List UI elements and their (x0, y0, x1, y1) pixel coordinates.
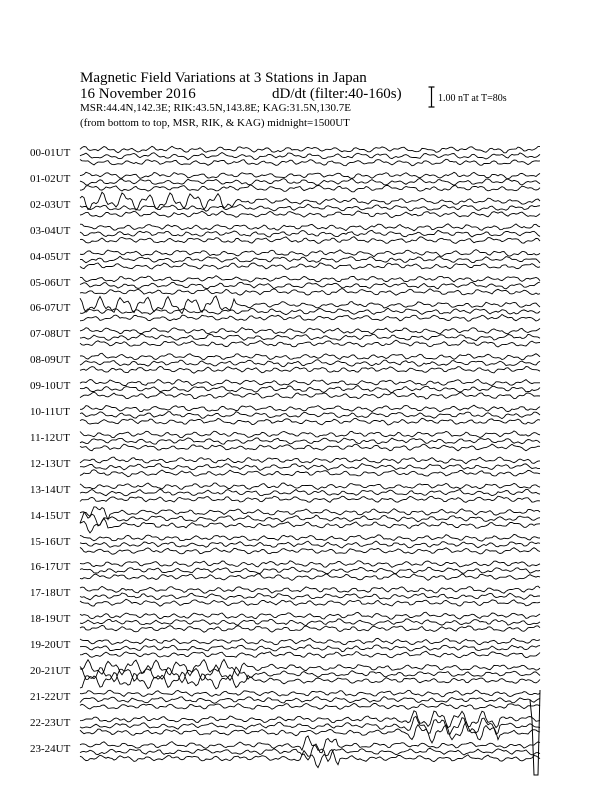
trace-rik (80, 464, 540, 471)
trace-msr (80, 211, 540, 218)
trace-kag (80, 296, 540, 314)
trace-kag (80, 276, 540, 282)
hour-label: 23-24UT (30, 742, 71, 755)
trace-kag (80, 172, 540, 179)
trace-msr (80, 574, 540, 581)
trace-kag (80, 192, 540, 210)
hour-label: 02-03UT (30, 198, 71, 211)
trace-kag (80, 379, 540, 385)
trace-kag (80, 405, 540, 411)
trace-rik (80, 593, 540, 600)
hour-label: 19-20UT (30, 639, 71, 652)
trace-kag (80, 612, 540, 619)
station-order-note: (from bottom to top, MSR, RIK, & KAG) midnight=1500UT (80, 117, 350, 129)
chart-title: Magnetic Field Variations at 3 Stations in Japan (80, 70, 367, 86)
trace-rik (80, 360, 540, 367)
hour-label: 18-19UT (30, 613, 71, 626)
hour-label: 15-16UT (30, 535, 71, 548)
hour-label: 01-02UT (30, 172, 71, 185)
trace-rik (80, 567, 540, 574)
trace-rik (80, 412, 540, 419)
trace-msr (80, 496, 540, 502)
trace-rik (80, 745, 540, 762)
trace-kag (80, 736, 540, 753)
trace-rik (80, 230, 540, 237)
trace-kag (80, 353, 540, 360)
trace-rik (80, 308, 540, 314)
trace-rik (80, 697, 540, 704)
trace-kag (80, 659, 540, 675)
hour-label: 06-07UT (30, 302, 71, 315)
trace-rik (80, 334, 540, 341)
hour-label: 14-15UT (30, 509, 71, 522)
hour-label: 09-10UT (30, 380, 71, 393)
hour-label: 10-11UT (30, 406, 70, 418)
trace-msr (80, 237, 540, 244)
trace-kag (80, 457, 540, 464)
trace-msr (80, 263, 540, 269)
trace-msr (80, 625, 540, 632)
trace-msr (80, 366, 540, 373)
trace-kag (80, 638, 540, 644)
hour-label: 21-22UT (30, 690, 71, 703)
trace-kag (80, 711, 540, 728)
trace-msr (80, 651, 540, 658)
hour-label: 03-04UT (30, 224, 71, 237)
hour-label: 05-06UT (30, 276, 71, 289)
trace-msr (80, 599, 540, 606)
trace-msr (80, 314, 540, 321)
trace-kag (80, 431, 540, 438)
trace-rik (80, 204, 540, 211)
hour-label: 17-18UT (30, 587, 71, 600)
trace-kag (80, 146, 540, 153)
trace-kag (80, 561, 540, 568)
hour-label: 20-21UT (30, 665, 71, 677)
trace-spike (530, 690, 540, 775)
trace-msr (80, 518, 540, 533)
trace-rik (80, 179, 540, 186)
hour-label: 22-23UT (30, 716, 71, 729)
trace-rik (80, 282, 540, 289)
trace-msr (80, 470, 540, 477)
trace-rik (80, 153, 540, 160)
hour-label: 12-13UT (30, 457, 71, 470)
chart-component: dD/dt (filter:40-160s) (272, 86, 402, 102)
chart-date: 16 November 2016 (80, 86, 196, 102)
scale-bar (428, 86, 435, 108)
trace-rik (80, 619, 540, 626)
trace-kag (80, 534, 540, 541)
trace-kag (80, 690, 540, 697)
trace-rik (80, 645, 540, 652)
trace-msr (80, 703, 540, 709)
trace-rik (80, 541, 540, 548)
trace-kag (80, 224, 540, 231)
trace-msr (80, 547, 540, 554)
trace-msr (80, 392, 540, 399)
trace-rik (80, 489, 540, 496)
trace-msr (80, 185, 540, 192)
trace-rik (80, 256, 540, 263)
hour-label: 07-08UT (30, 328, 71, 341)
trace-rik (80, 386, 540, 393)
trace-msr (80, 418, 540, 425)
trace-kag (80, 250, 540, 257)
trace-rik (80, 438, 540, 444)
hour-label: 11-12UT (30, 431, 70, 444)
hour-label: 08-09UT (30, 354, 71, 367)
hour-label: 00-01UT (30, 147, 71, 159)
trace-kag (80, 586, 540, 593)
trace-msr (80, 444, 540, 451)
trace-kag (80, 328, 540, 334)
hour-label: 13-14UT (30, 483, 71, 496)
trace-kag (80, 483, 540, 490)
scale-label: 1.00 nT at T=80s (438, 93, 507, 104)
trace-msr (80, 340, 540, 347)
trace-msr (80, 289, 540, 296)
station-coordinates: MSR:44.4N,142.3E; RIK:43.5N,143.8E; KAG:31.5N,130.7E (80, 102, 352, 114)
hour-label: 04-05UT (30, 250, 71, 263)
hour-label: 16-17UT (30, 561, 71, 574)
trace-msr (80, 159, 540, 166)
